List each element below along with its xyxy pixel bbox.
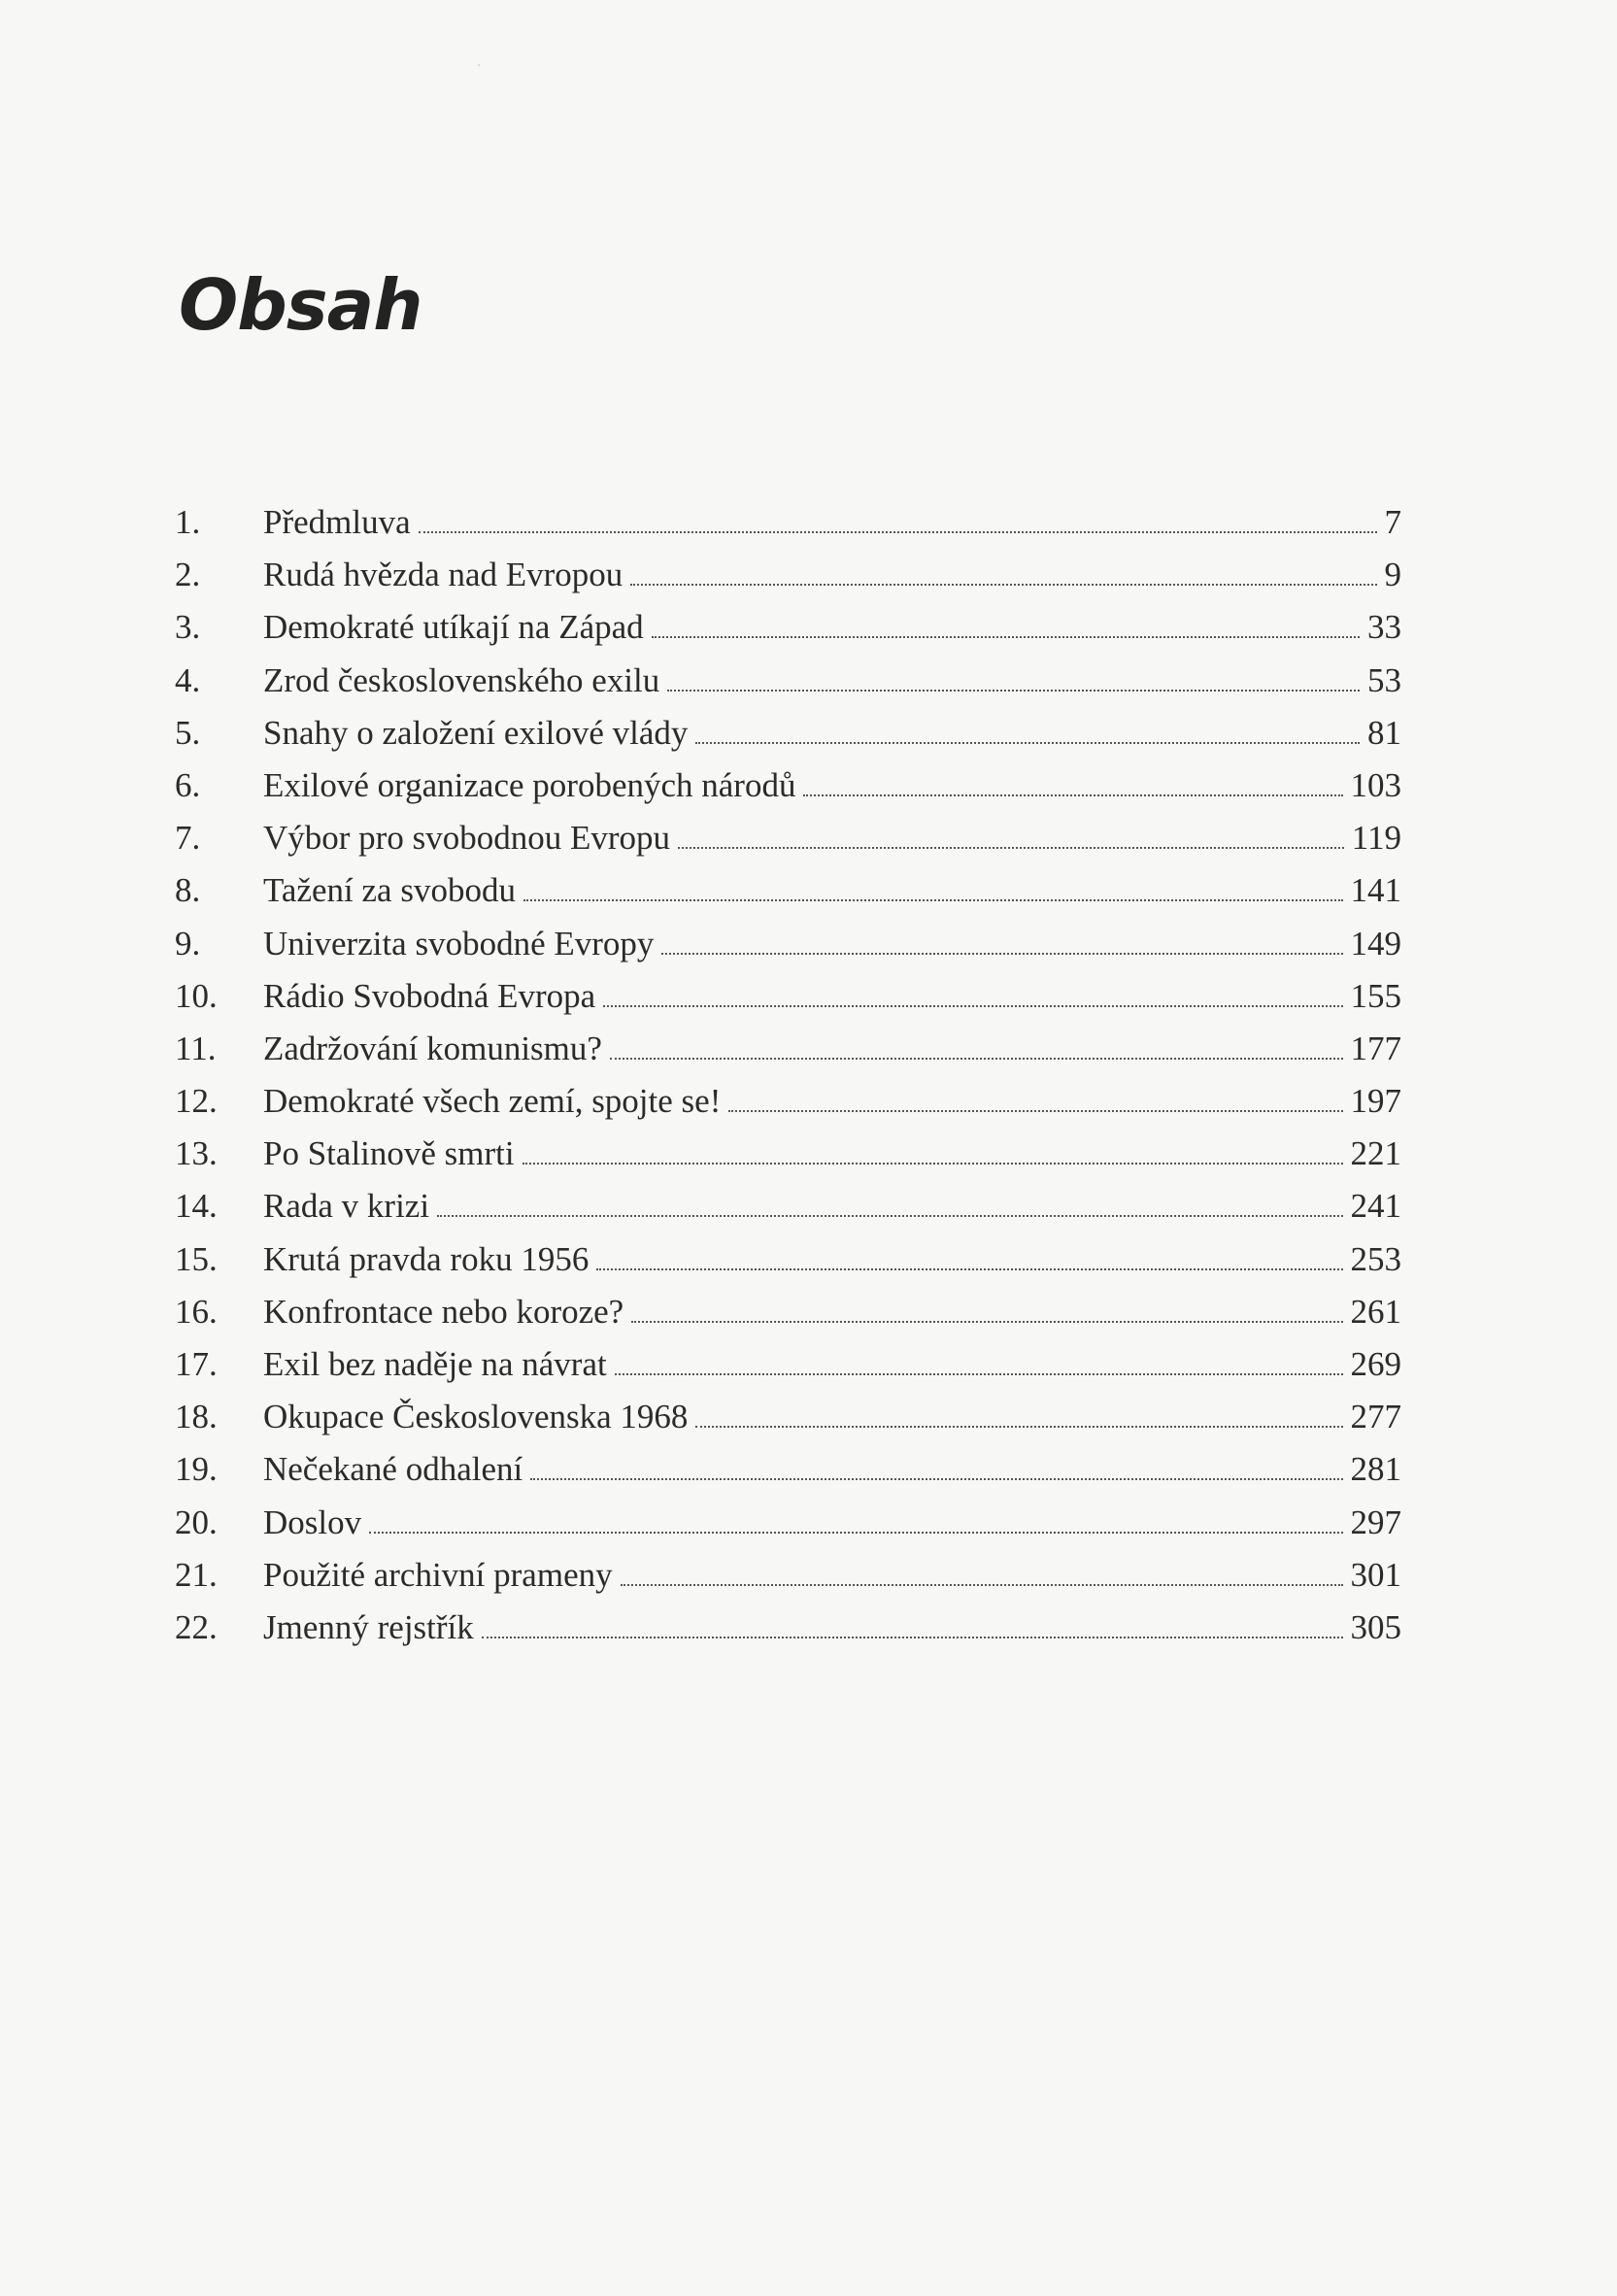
toc-dot-leader: [728, 1110, 1342, 1112]
toc-entry-title: Univerzita svobodné Evropy: [263, 924, 655, 962]
toc-entry-title: Okupace Československa 1968: [263, 1398, 689, 1436]
toc-entry-title: Po Stalinově smrti: [263, 1134, 515, 1173]
toc-entry-number: 22.: [175, 1607, 218, 1646]
toc-dot-leader: [603, 1005, 1342, 1007]
toc-entry-title: Konfrontace nebo koroze?: [263, 1292, 624, 1331]
toc-dot-leader: [631, 1321, 1342, 1323]
toc-entry: [175, 760, 1401, 812]
toc-entry-number: 20.: [175, 1503, 218, 1541]
toc-entry-page: 9: [1384, 556, 1401, 594]
toc-dot-leader: [630, 584, 1376, 586]
toc-entry: [175, 1391, 1401, 1443]
toc-entry-title: Demokraté utíkají na Západ: [263, 608, 644, 647]
toc-entry: [175, 707, 1401, 760]
toc-entry-page: 269: [1350, 1345, 1401, 1383]
toc-entry-page: 261: [1350, 1292, 1401, 1331]
toc-entry-title: Rudá hvězda nad Evropou: [263, 556, 623, 594]
toc-entry-title: Nečekané odhalení: [263, 1450, 523, 1489]
toc-entry-page: 197: [1350, 1082, 1401, 1121]
toc-entry-page: 277: [1350, 1398, 1401, 1436]
toc-dot-leader: [652, 636, 1360, 638]
toc-dot-leader: [695, 1426, 1342, 1428]
toc-entry: [175, 496, 1401, 549]
toc-dot-leader: [695, 742, 1360, 744]
toc-entry: [175, 918, 1401, 970]
toc-entry: [175, 549, 1401, 601]
toc-entry-page: 241: [1350, 1187, 1401, 1226]
toc-entry-title: Tažení za svobodu: [263, 871, 516, 910]
toc-entry: [175, 1286, 1401, 1338]
toc-entry-page: 53: [1367, 660, 1401, 699]
toc-entry: [175, 1443, 1401, 1496]
toc-entry-number: 15.: [175, 1239, 218, 1278]
toc-entry: [175, 1128, 1401, 1180]
toc-entry-title: Jmenný rejstřík: [263, 1607, 474, 1646]
toc-entry-number: 8.: [175, 871, 201, 910]
toc-entry-title: Rádio Svobodná Evropa: [263, 976, 596, 1015]
toc-entry-number: 10.: [175, 976, 218, 1015]
toc-entry-number: 14.: [175, 1187, 218, 1226]
toc-entry-number: 13.: [175, 1134, 218, 1173]
toc-entry: [175, 864, 1401, 917]
toc-entry-number: 6.: [175, 765, 201, 804]
toc-entry-number: 4.: [175, 660, 201, 699]
toc-dot-leader: [523, 899, 1343, 901]
toc-entry: [175, 1023, 1401, 1075]
toc-dot-leader: [522, 1163, 1343, 1165]
toc-entry-title: Použité archivní prameny: [263, 1555, 613, 1594]
toc-entry-title: Krutá pravda roku 1956: [263, 1239, 590, 1278]
toc-entry: [175, 1338, 1401, 1391]
page-title: Obsah: [179, 264, 422, 346]
toc-entry-number: 17.: [175, 1345, 218, 1383]
toc-entry-title: Zrod československého exilu: [263, 660, 660, 699]
toc-dot-leader: [596, 1268, 1342, 1270]
toc-entry-page: 103: [1350, 765, 1401, 804]
toc-dot-leader: [621, 1584, 1343, 1586]
toc-dot-leader: [667, 690, 1360, 692]
toc-dot-leader: [437, 1215, 1342, 1217]
toc-dot-leader: [661, 953, 1342, 955]
toc-entry-page: 119: [1351, 819, 1401, 858]
toc-entry: [175, 1602, 1401, 1654]
toc-entry-number: 18.: [175, 1398, 218, 1436]
toc-entry-number: 11.: [175, 1029, 217, 1067]
toc-entry-page: 297: [1350, 1503, 1401, 1541]
toc-entry-title: Exilové organizace porobených národů: [263, 765, 796, 804]
toc-entry-number: 16.: [175, 1292, 218, 1331]
toc-entry-title: Rada v krizi: [263, 1187, 430, 1226]
toc-dot-leader: [482, 1637, 1343, 1638]
toc-dot-leader: [803, 794, 1342, 796]
toc-entry-page: 253: [1350, 1239, 1401, 1278]
toc-dot-leader: [419, 531, 1377, 533]
toc-entry-page: 155: [1350, 976, 1401, 1015]
toc-entry-title: Výbor pro svobodnou Evropu: [263, 819, 670, 858]
toc-entry-page: 33: [1367, 608, 1401, 647]
toc-entry-title: Zadržování komunismu?: [263, 1029, 602, 1067]
toc-entry-number: 2.: [175, 556, 201, 594]
toc-dot-leader: [610, 1058, 1343, 1060]
toc-entry-title: Doslov: [263, 1503, 362, 1541]
toc-entry-title: Exil bez naděje na návrat: [263, 1345, 607, 1383]
toc-entry-page: 141: [1350, 871, 1401, 910]
toc-entry-page: 221: [1350, 1134, 1401, 1173]
toc-entry: [175, 970, 1401, 1023]
toc-entry: [175, 1233, 1401, 1286]
toc-entry-page: 149: [1350, 924, 1401, 962]
toc-entry: [175, 1075, 1401, 1128]
toc-entry-number: 21.: [175, 1555, 218, 1594]
paper-speck: [478, 64, 480, 66]
toc-entry-number: 9.: [175, 924, 201, 962]
toc-entry-number: 5.: [175, 713, 201, 752]
toc-entry-number: 3.: [175, 608, 201, 647]
toc-entry: [175, 1180, 1401, 1232]
toc-entry-page: 177: [1350, 1029, 1401, 1067]
toc-dot-leader: [369, 1532, 1342, 1534]
table-of-contents: [175, 496, 1401, 1654]
toc-entry-number: 19.: [175, 1450, 218, 1489]
toc-entry: [175, 1549, 1401, 1602]
toc-entry-page: 301: [1350, 1555, 1401, 1594]
toc-entry-number: 7.: [175, 819, 201, 858]
toc-entry-page: 81: [1367, 713, 1401, 752]
toc-entry: [175, 655, 1401, 707]
toc-entry-number: 12.: [175, 1082, 218, 1121]
toc-dot-leader: [615, 1373, 1343, 1375]
toc-entry: [175, 812, 1401, 864]
toc-entry-title: Předmluva: [263, 503, 411, 541]
toc-entry: [175, 1497, 1401, 1549]
toc-dot-leader: [530, 1478, 1342, 1480]
toc-entry-page: 7: [1384, 503, 1401, 541]
toc-entry-number: 1.: [175, 503, 201, 541]
toc-entry-page: 281: [1350, 1450, 1401, 1489]
toc-entry-title: Snahy o založení exilové vlády: [263, 713, 689, 752]
toc-entry-page: 305: [1350, 1607, 1401, 1646]
toc-dot-leader: [678, 847, 1344, 849]
toc-entry: [175, 601, 1401, 654]
toc-entry-title: Demokraté všech zemí, spojte se!: [263, 1082, 722, 1121]
